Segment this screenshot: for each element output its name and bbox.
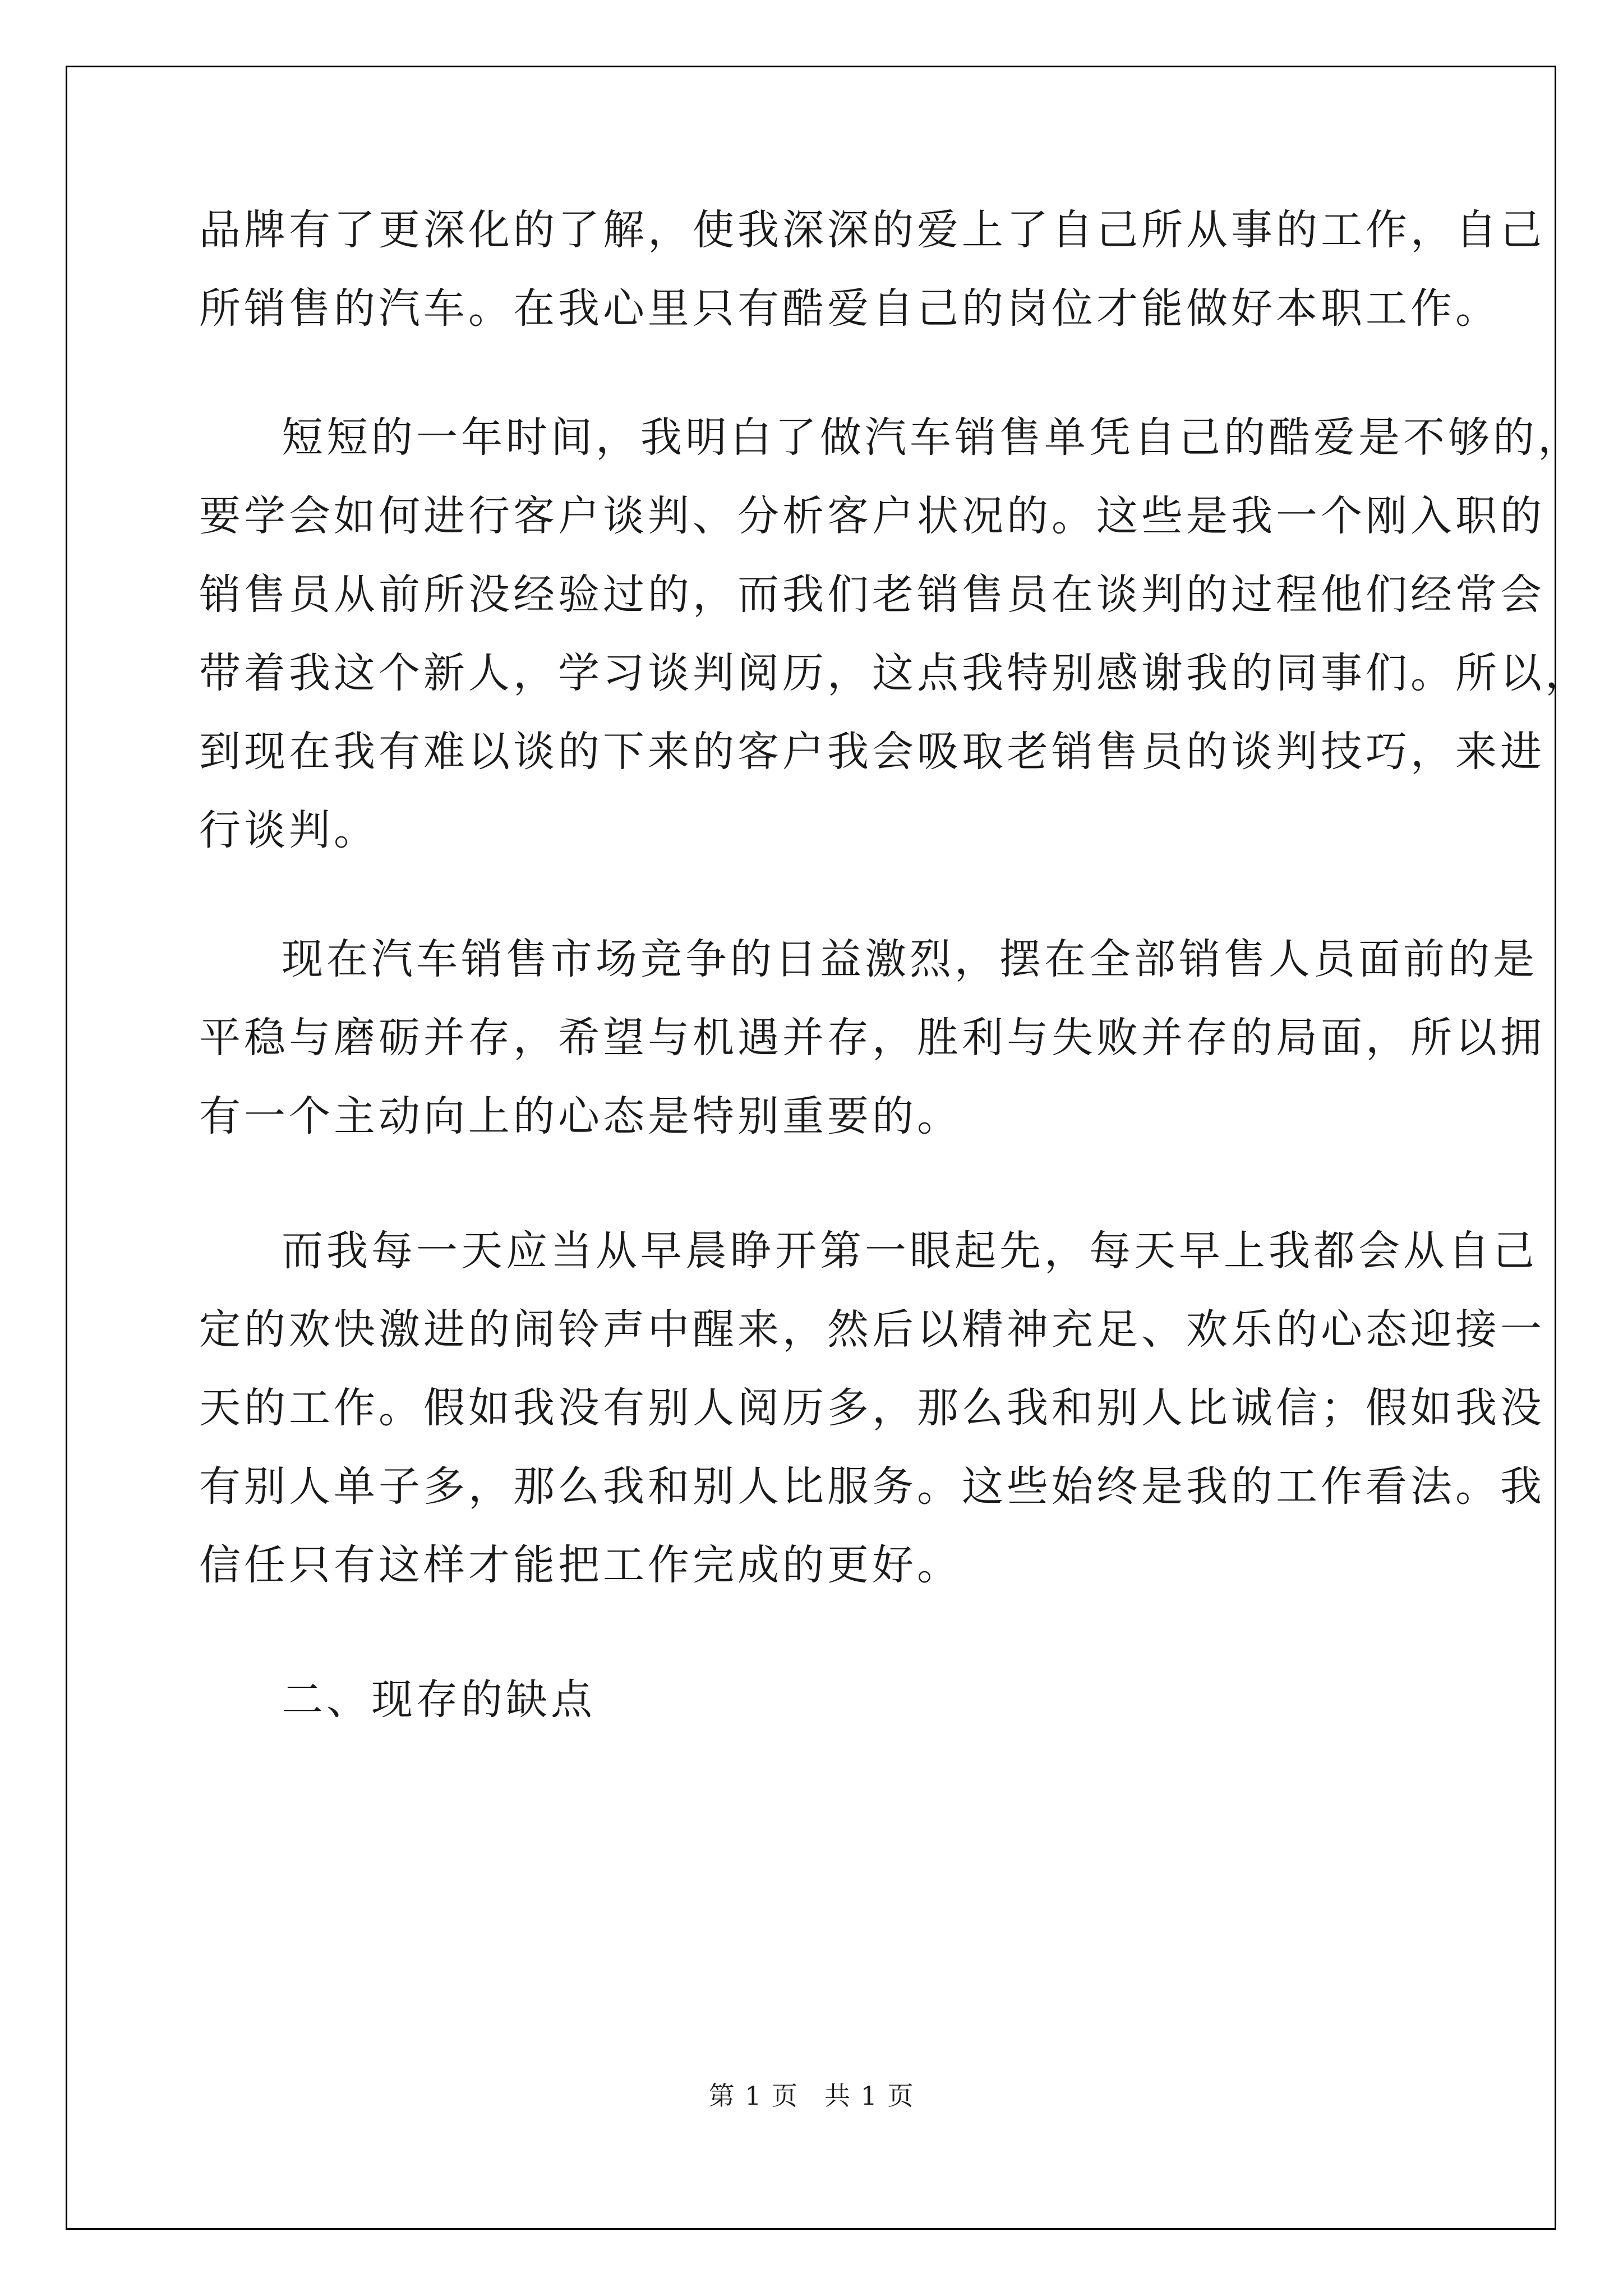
text-line: 天的工作。假如我没有别人阅历多，那么我和别人比诚信；假如我没 [199, 1384, 1545, 1432]
text-line: 行谈判。 [199, 806, 379, 854]
text-line: 所销售的汽车。在我心里只有酷爱自己的岗位才能做好本职工作。 [199, 284, 1500, 333]
text-line: 平稳与磨砺并存，希望与机遇并存，胜利与失败并存的局面，所以拥 [199, 1014, 1545, 1062]
text-line: 有一个主动向上的心态是特别重要的。 [199, 1092, 962, 1140]
paragraph-first-line: 而我每一天应当从早晨睁开第一眼起先，每天早上我都会从自己 [282, 1227, 1538, 1275]
paragraph-first-line: 短短的一年时间，我明白了做汽车销售单凭自己的酷爱是不够的， [282, 413, 1583, 462]
text-line: 要学会如何进行客户谈判、分析客户状况的。这些是我一个刚入职的 [199, 492, 1545, 540]
page-border [66, 66, 1556, 2230]
paragraph-first-line: 现在汽车销售市场竞争的日益激烈，摆在全部销售人员面前的是 [282, 935, 1538, 983]
text-line: 品牌有了更深化的了解，使我深深的爱上了自己所从事的工作，自己 [199, 206, 1545, 254]
text-line: 到现在我有难以谈的下来的客户我会吸取老销售员的谈判技巧，来进 [199, 728, 1545, 776]
text-line: 带着我这个新人，学习谈判阅历，这点我特别感谢我的同事们。所以， [199, 649, 1590, 697]
text-line: 定的欢快激进的闹铃声中醒来，然后以精神充足、欢乐的心态迎接一 [199, 1305, 1545, 1354]
section-heading: 二、现存的缺点 [282, 1676, 596, 1724]
text-line: 销售员从前所没经验过的，而我们老销售员在谈判的过程他们经常会 [199, 570, 1545, 619]
page-footer [0, 2076, 1623, 2113]
page-number: 第 1 页 [708, 2081, 799, 2111]
page-total: 共 1 页 [824, 2081, 915, 2111]
text-line: 有别人单子多，那么我和别人比服务。这些始终是我的工作看法。我 [199, 1462, 1545, 1511]
text-line: 信任只有这样才能把工作完成的更好。 [199, 1541, 962, 1589]
